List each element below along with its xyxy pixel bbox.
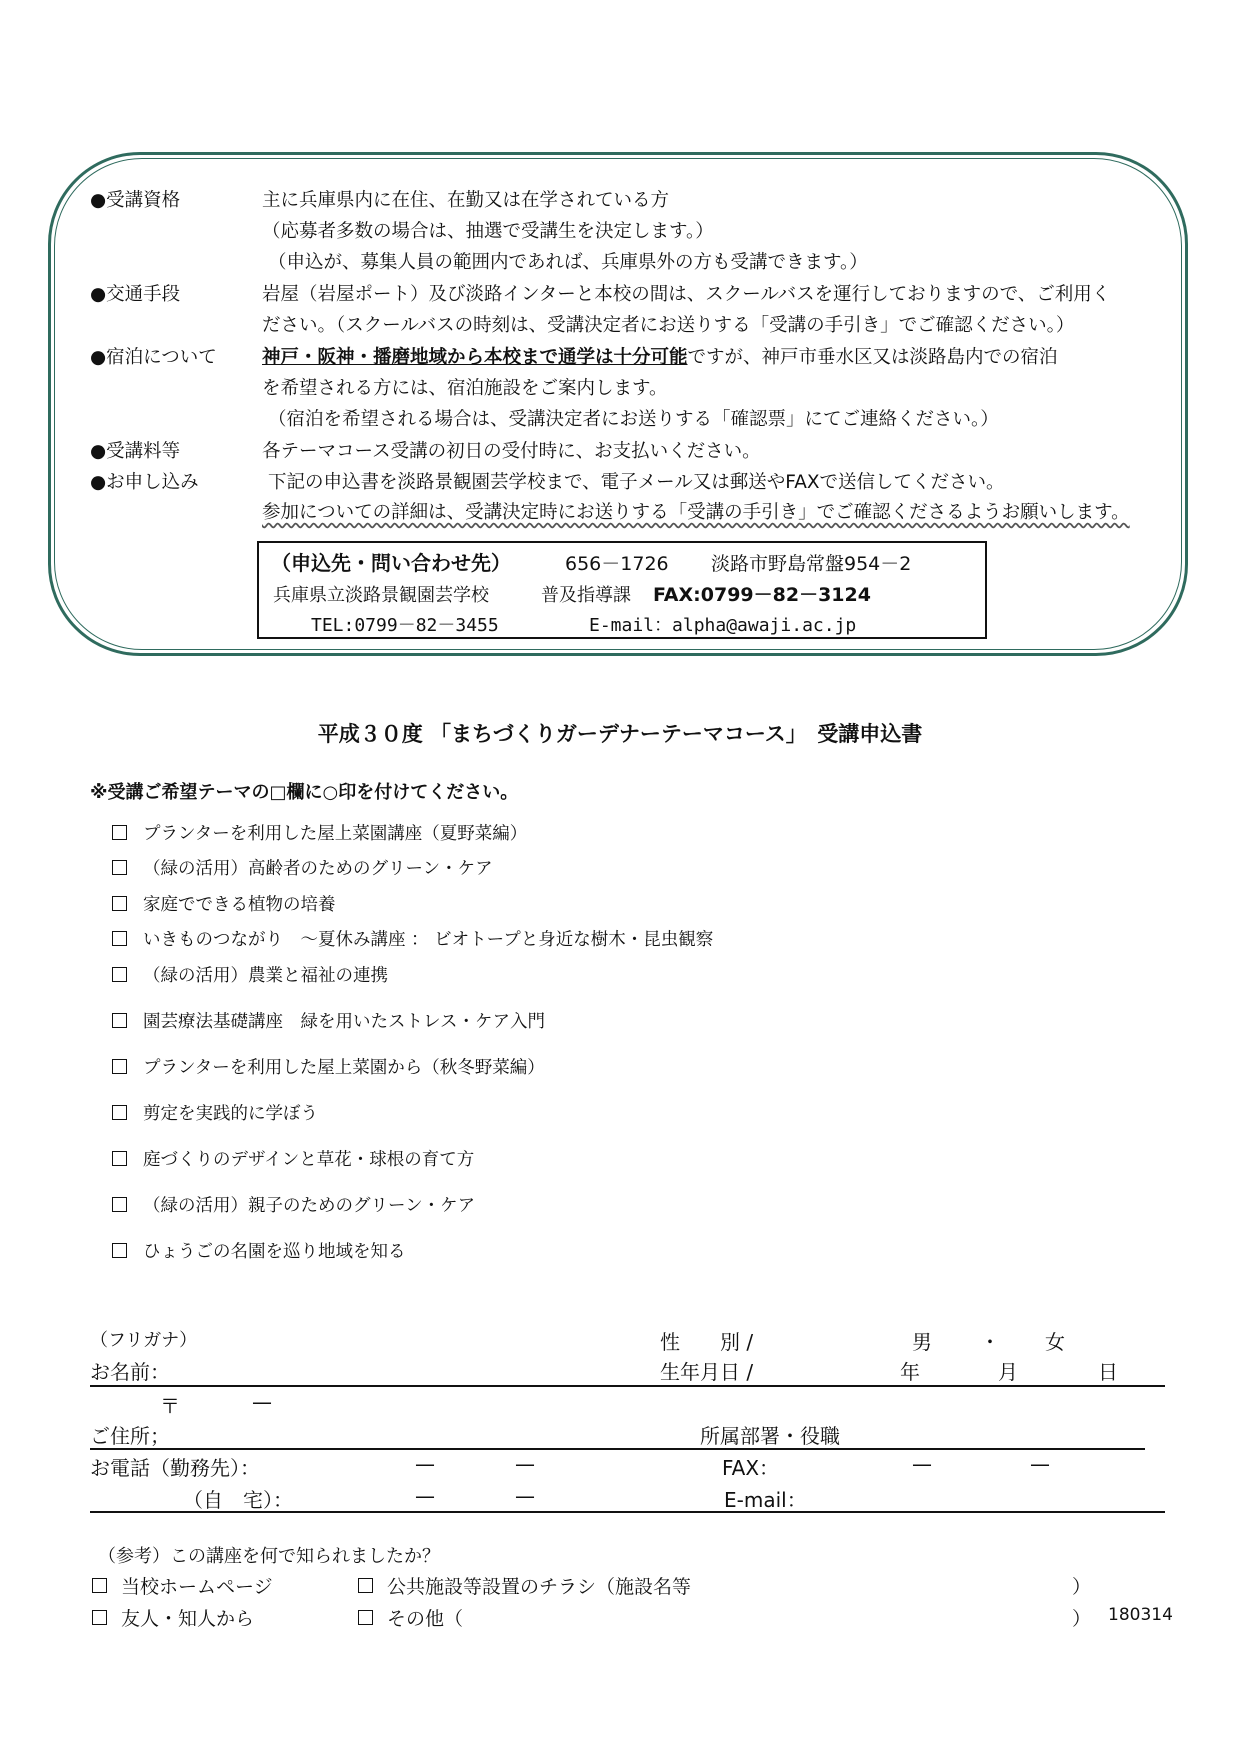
document-code: 180314 <box>1108 1605 1173 1625</box>
theme-label: プランターを利用した屋上菜園講座（夏野菜編） <box>143 824 528 844</box>
birth-year: 年 <box>900 1360 920 1384</box>
theme-item[interactable] <box>112 1192 475 1217</box>
form-instruction: ※受講ご希望テーマの□欄に○印を付けてください。 <box>90 782 519 803</box>
theme-label: プランターを利用した屋上菜園から（秋冬野菜編） <box>143 1058 545 1078</box>
theme-item[interactable] <box>112 855 493 880</box>
fax-label: FAX： <box>722 1456 780 1480</box>
lodging-text-2: を希望される方には、宿泊施設をご案内します。 <box>262 378 668 399</box>
theme-label: 家庭でできる植物の培養 <box>143 895 336 915</box>
theme-checkbox[interactable] <box>112 1197 127 1212</box>
checkbox[interactable] <box>92 1610 107 1625</box>
contact-address: 淡路市野島常盤954－2 <box>711 553 912 575</box>
contact-email[interactable]: E-mail：alpha@awaji.ac.jp <box>589 615 857 636</box>
lodging-text-1: 神戸・阪神・播磨地域から本校まで通学は十分可能ですが、神戸市垂水区又は淡路島内での宿泊 <box>262 347 1058 368</box>
qualification-note-1: （応募者多数の場合は、抽選で受講生を決定します。） <box>262 221 714 242</box>
theme-checkbox[interactable] <box>112 860 127 875</box>
theme-label: いきものつながり ～夏休み講座 ： ビオトープと身近な樹木・昆虫観察 <box>143 930 714 950</box>
lodging-label: ●宿泊について <box>90 347 217 368</box>
ref-option-homepage[interactable]: 当校ホームページ <box>92 1572 273 1599</box>
phone-underline[interactable] <box>90 1511 1165 1513</box>
name-label: お名前： <box>90 1360 170 1384</box>
theme-item[interactable] <box>112 1100 318 1125</box>
lodging-emphasis: 神戸・阪神・播磨地域から本校まで通学は十分可能 <box>262 347 688 368</box>
contact-postal: 656－1726 <box>565 553 669 575</box>
theme-checkbox[interactable] <box>112 967 127 982</box>
qualification-text: 主に兵庫県内に在住、在勤又は在学されている方 <box>262 190 670 211</box>
postal-mark: 〒 <box>160 1394 180 1418</box>
phone-home-dash-2: — <box>515 1484 535 1508</box>
birth-month: 月 <box>998 1360 1018 1384</box>
phone-home-label: （自 宅）： <box>183 1488 293 1512</box>
transport-text-1: 岩屋（岩屋ポート）及び淡路インターと本校の間は、スクールバスを運行しておりますので、ご利用く <box>262 284 1111 305</box>
phone-work-dash-2: — <box>515 1452 535 1476</box>
theme-item[interactable] <box>112 1238 406 1263</box>
theme-item[interactable] <box>112 926 713 951</box>
apply-label: ●お申し込み <box>90 472 199 493</box>
theme-label: 庭づくりのデザインと草花・球根の育て方 <box>143 1150 475 1170</box>
theme-label: ひょうごの名園を巡り地域を知る <box>143 1242 406 1262</box>
contact-org: 兵庫県立淡路景観園芸学校 <box>273 585 489 606</box>
address-label: ご住所； <box>90 1424 170 1448</box>
ref-option-friend[interactable]: 友人・知人から <box>92 1604 254 1631</box>
theme-label: （緑の活用）高齢者のためのグリーン・ケア <box>143 859 493 879</box>
theme-checkbox[interactable] <box>112 1151 127 1166</box>
lodging-note: （宿泊を希望される場合は、受講決定者にお送りする「確認票」にてご連絡ください。） <box>268 409 999 430</box>
ref-option-other[interactable]: その他（ <box>358 1604 463 1631</box>
fax-dash-1: — <box>912 1452 932 1476</box>
contact-dept: 普及指導課 <box>541 585 631 606</box>
theme-checkbox[interactable] <box>112 1059 127 1074</box>
gender-separator: ・ <box>980 1330 1000 1354</box>
birth-label: 生年月日 / <box>660 1360 754 1384</box>
contact-fax: FAX:0799－82－3124 <box>653 584 871 606</box>
contact-tel: TEL:0799－82－3455 <box>311 615 499 636</box>
qualification-note-2: （申込が、募集人員の範囲内であれば、兵庫県外の方も受講できます。） <box>268 252 868 273</box>
theme-label: 剪定を実践的に学ぼう <box>143 1104 318 1124</box>
ref-option-flyer[interactable]: 公共施設等設置のチラシ（施設名等 <box>358 1572 691 1599</box>
form-title: 平成３０度 「まちづくりガーデナーテーマコース」 受講申込書 <box>317 722 923 746</box>
contact-heading: （申込先・問い合わせ先） <box>271 551 511 575</box>
transport-text-2: ださい。（スクールバスの時刻は、受講決定者にお送りする「受講の手引き」でご確認ください。） <box>262 315 1075 336</box>
gender-female[interactable]: 女 <box>1045 1330 1065 1354</box>
dept-title-label: 所属部署・役職 <box>700 1424 840 1448</box>
birth-day: 日 <box>1098 1360 1118 1384</box>
fax-dash-2: — <box>1030 1452 1050 1476</box>
theme-checkbox[interactable] <box>112 1013 127 1028</box>
theme-checkbox[interactable] <box>112 931 127 946</box>
theme-item[interactable] <box>112 962 388 987</box>
name-underline[interactable] <box>90 1385 1165 1387</box>
theme-label: （緑の活用）農業と福祉の連携 <box>143 966 388 986</box>
ref-flyer-close: ） <box>1072 1576 1092 1598</box>
address-underline[interactable] <box>90 1448 1145 1450</box>
furigana-label: （フリガナ） <box>90 1330 198 1351</box>
theme-checkbox[interactable] <box>112 825 127 840</box>
qualification-label: ●受講資格 <box>90 190 181 211</box>
gender-label: 性 別 / <box>660 1330 754 1354</box>
email-label: E-mail： <box>724 1488 807 1512</box>
fee-label: ●受講料等 <box>90 441 181 462</box>
theme-label: 園芸療法基礎講座 緑を用いたストレス・ケア入門 <box>143 1012 545 1032</box>
theme-item[interactable] <box>112 820 527 845</box>
phone-work-dash-1: — <box>415 1452 435 1476</box>
theme-checkbox[interactable] <box>112 896 127 911</box>
contact-box <box>257 541 987 639</box>
apply-text-1: 下記の申込書を淡路景観園芸学校まで、電子メール又は郵送やFAXで送信してください。 <box>268 472 1005 493</box>
phone-work-label: お電話（勤務先）： <box>90 1456 260 1480</box>
theme-item[interactable] <box>112 891 336 916</box>
reference-question: （参考）この講座を何で知られましたか？ <box>98 1546 440 1567</box>
theme-checkbox[interactable] <box>112 1243 127 1258</box>
gender-male[interactable]: 男 <box>912 1330 932 1354</box>
theme-item[interactable] <box>112 1146 474 1171</box>
theme-item[interactable] <box>112 1054 545 1079</box>
postal-dash: — <box>252 1390 272 1414</box>
checkbox[interactable] <box>358 1610 373 1625</box>
phone-home-dash-1: — <box>415 1484 435 1508</box>
apply-text-2: 参加についての詳細は、受講決定時にお送りする「受講の手引き」でご確認くださるようお願いします。 <box>262 502 1130 523</box>
checkbox[interactable] <box>358 1578 373 1593</box>
theme-checkbox[interactable] <box>112 1105 127 1120</box>
transport-label: ●交通手段 <box>90 284 181 305</box>
checkbox[interactable] <box>92 1578 107 1593</box>
theme-item[interactable] <box>112 1008 545 1033</box>
theme-label: （緑の活用）親子のためのグリーン・ケア <box>143 1196 476 1216</box>
fee-text: 各テーマコース受講の初日の受付時に、お支払いください。 <box>262 441 761 462</box>
ref-other-close: ） <box>1072 1608 1092 1630</box>
